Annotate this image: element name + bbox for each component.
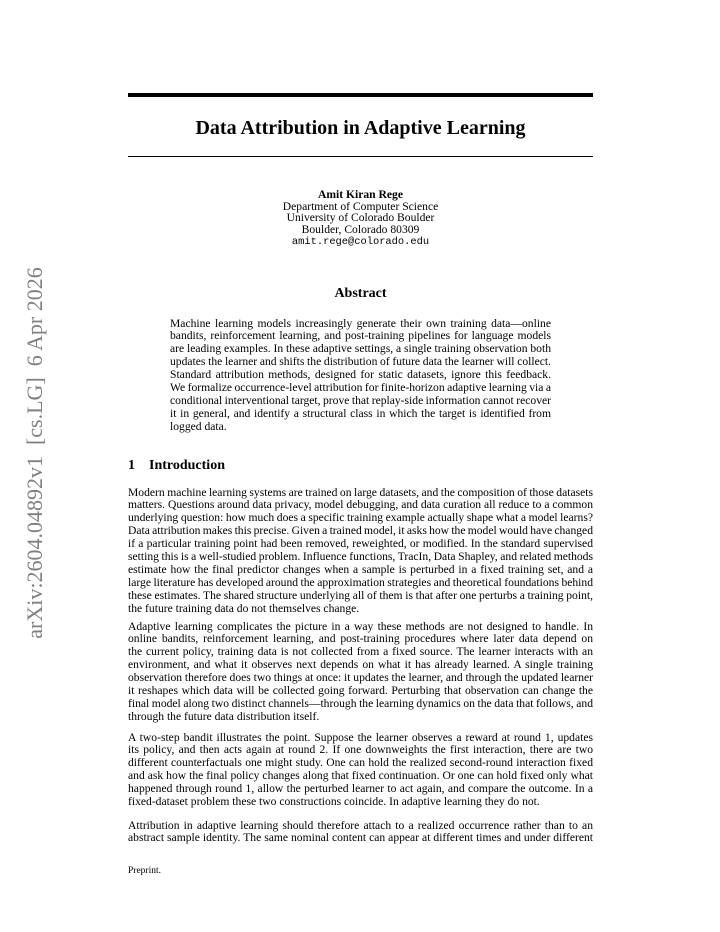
intro-paragraph: [128, 621, 593, 724]
text-line: Attribution in adaptive learning should therefore attach to a realized occurrence rather than to an: [128, 818, 593, 832]
text-line: Adaptive learning complicates the picture in a way these methods are not designed to handle. In: [128, 619, 593, 633]
text-line: the current policy, training data is not collected from a fixed source. The learner interacts with an: [128, 645, 593, 659]
text-line: A two-step bandit illustrates the point. Suppose the learner observes a reward at round 1, updates: [128, 730, 593, 744]
text-line: it reshapes which data will be collected going forward. Perturbing that observation can change the: [128, 684, 593, 698]
section-title: Introduction: [149, 458, 225, 473]
section-heading: [128, 458, 593, 474]
text-line: estimate how the final predictor changes when a sample is perturbed in a fixed training set, and a: [128, 562, 593, 576]
text-line: its policy, and then acts again at round 2. If one downweights the first interaction, there are two: [128, 743, 593, 757]
text-line: Standard attribution methods, designed for static datasets, ignore this feedback.: [170, 368, 551, 382]
section-number: 1: [128, 458, 135, 473]
text-line: fixed-dataset problem these two constructions coincide. In adaptive learning they do not.: [128, 795, 540, 809]
text-line: happened through round 1, allow the perturbed learner to act again, and compare the outcome. In a: [128, 782, 593, 796]
text-line: if a particular training point had been removed, reweighted, or modified. In the standard supervised: [128, 537, 593, 551]
author-address: Boulder, Colorado 80309: [301, 223, 420, 237]
text-line: updates the learner and shifts the distribution of future data the learner will collect.: [170, 355, 551, 369]
text-line: conditional interventional target, prove that replay-side information cannot recover: [170, 393, 551, 407]
abstract-body: [170, 318, 551, 434]
text-line: observation therefore does two things at once: it updates the learner, and through the updated learner: [128, 671, 593, 685]
text-line: online bandits, reinforcement learning, and post-training procedures where later data depend on: [128, 632, 593, 646]
text-line: large literature has developed around the approximation strategies and theoretical foundations behind: [128, 575, 593, 589]
text-line: environment, and what it observes next depends on what it has already learned. A single training: [128, 658, 593, 672]
text-line: are leading examples. In these adaptive settings, a single training observation both: [170, 342, 551, 356]
text-line: final model along two distinct channels—through the learning dynamics on the data that follows, and: [128, 696, 593, 710]
text-line: We formalize occurrence-level attribution for finite-horizon adaptive learning via a: [170, 381, 551, 395]
author-block: [128, 189, 593, 249]
intro-paragraph: [128, 732, 593, 809]
text-line: Data attribution makes this precise. Given a trained model, it asks how the model would have changed: [128, 524, 593, 538]
text-line: matters. Questions around data privacy, model debugging, and data curation all reduce to a common: [128, 498, 593, 512]
intro-paragraph: [128, 487, 593, 616]
text-line: these estimates. The shared structure underlying all of them is that after one perturbs a training point,: [128, 588, 593, 602]
footer-note: Preprint.: [128, 866, 161, 876]
intro-paragraph: [128, 820, 593, 846]
text-line: Modern machine learning systems are trained on large datasets, and the composition of those datasets: [128, 485, 593, 499]
arxiv-stamp: arXiv:2604.04892v1 [cs.LG] 6 Apr 2026: [22, 267, 47, 639]
author-department: Department of Computer Science: [282, 199, 439, 213]
author-university: University of Colorado Boulder: [286, 211, 435, 225]
title-top-rule: [128, 93, 593, 97]
text-line: abstract sample identity. The same nominal content can appear at different times and under different: [128, 831, 593, 845]
text-line: logged data.: [170, 419, 227, 433]
text-line: setting this is a well-studied problem. Influence functions, TracIn, Data Shapley, and related methods: [128, 550, 593, 564]
author-email: amit.rege@colorado.edu: [291, 235, 430, 248]
paper-title: Data Attribution in Adaptive Learning: [195, 117, 526, 139]
text-line: through the future data distribution itself.: [128, 709, 320, 723]
title-bottom-rule: [128, 156, 593, 157]
text-line: Machine learning models increasingly generate their own training data—online: [170, 316, 551, 330]
text-line: different counterfactuals one might study. One can hold the realized second-round interaction fixed: [128, 756, 593, 770]
text-line: and ask how the final policy changes along that fixed continuation. Or one can hold fixed only what: [128, 769, 593, 783]
text-line: underlying question: how much does a specific training example actually shape what a model learns?: [128, 511, 593, 525]
text-line: bandits, reinforcement learning, and post-training pipelines for language models: [170, 329, 551, 343]
text-line: it in general, and identify a structural class in which the target is identified from: [170, 406, 551, 420]
abstract-heading: Abstract: [334, 286, 387, 301]
text-line: the future training data do not themselves change.: [128, 601, 360, 615]
author-name: Amit Kiran Rege: [317, 188, 403, 201]
